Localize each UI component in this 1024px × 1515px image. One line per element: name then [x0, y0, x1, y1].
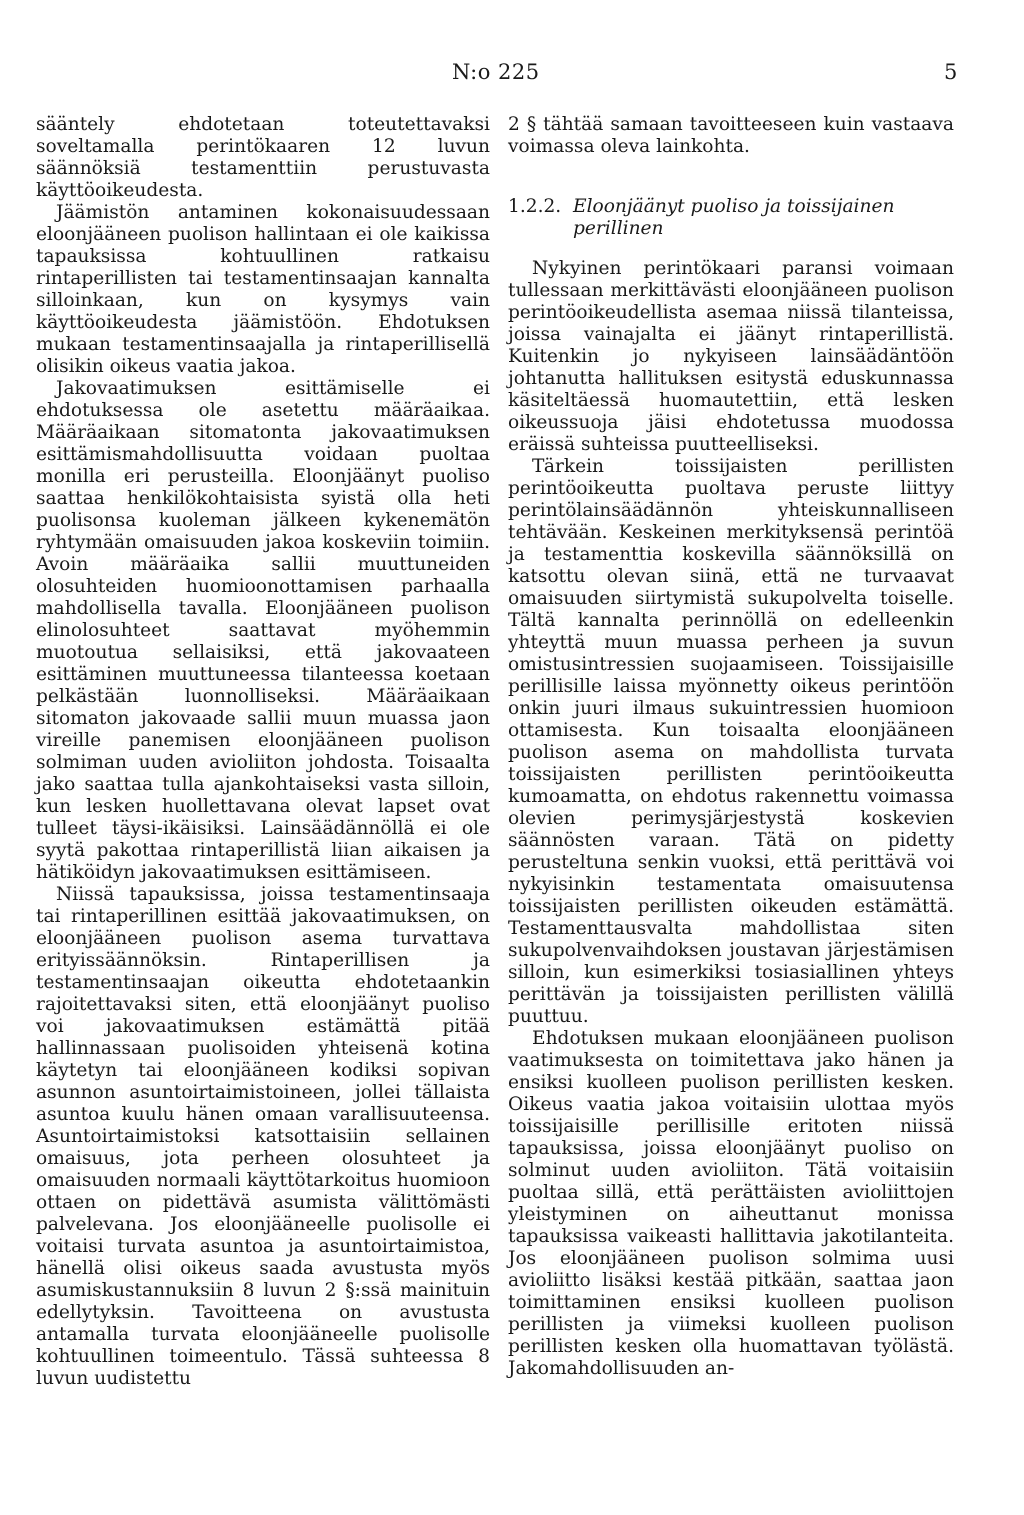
- section-heading: [508, 196, 954, 240]
- left-column: [36, 114, 490, 1390]
- paragraph: Jäämistön antaminen kokonaisuudessaan eloonjääneen puolison hallintaan ei ole kaikissa tapauksissa kohtuullinen ratkaisu rintaperillisten tai testamentinsaajan kannalta silloinkaan, kun on kysymys vain käyttöoikeudesta jäämistöön. Ehdotuksen mukaan testamentinsaajalla ja rintaperillisellä olisikin oikeus vaatia jakoa.: [36, 202, 490, 377]
- paragraph: sääntely ehdotetaan toteutettavaksi soveltamalla perintökaaren 12 luvun säännöksiä testamenttiin perustuvasta käyttöoikeudesta.: [36, 114, 490, 201]
- page-number: 5: [944, 60, 958, 84]
- paragraph: Jakovaatimuksen esittämiselle ei ehdotuksessa ole asetettu määräaikaa. Määräaikaan sitomatonta jakovaatimuksen esittämismahdollisuutta voidaan puoltaa monilla eri perusteilla. Eloonjäänyt puoliso saattaa henkilökohtaisista syistä olla heti puolisonsa kuoleman jälkeen kykenemätön ryhtymään omaisuuden jakoa koskeviin toimiin. Avoin määräaika sallii muuttuneiden olosuhteiden huomioonottamisen parhaalla mahdollisella tavalla. Eloonjääneen puolison elinolosuhteet saattavat myöhemmin muotoutua sellaisiksi, että jakovaateen esittäminen muuttuneessa tilanteessa koetaan pelkästään luonnolliseksi. Määräaikaan sitomaton jakovaade sallii muun muassa jaon vireille panemisen eloonjääneen puolison solmiman uuden avioliiton johdosta. Toisaalta jako saattaa tulla ajankohtaiseksi vasta silloin, kun lesken huollettavana olevat lapset ovat tulleet täysi-ikäisiksi. Lainsäädännöllä ei ole syytä pakottaa rintaperillistä liian aikaisen ja hätiköidyn jakovaatimuksen esittämiseen.: [36, 378, 490, 883]
- section-number: 1.2.2.: [508, 196, 562, 217]
- paragraph: Niissä tapauksissa, joissa testamentinsaaja tai rintaperillinen esittää jakovaatimuksen, on eloonjääneen puolison asema turvattava erityissäännöksin. Rintaperillisen ja testamentinsaajan oikeutta ehdotetaankin rajoitettavaksi siten, että eloonjäänyt puoliso voi jakovaatimuksen estämättä pitää hallinnassaan puolisoiden yhteisenä kotina käytetyn tai eloonjääneen kodiksi sopivan asunnon asuntoirtaimistoineen, jollei tällaista asuntoa kuulu hänen omaan varallisuuteensa. Asuntoirtaimistoksi katsottaisiin sellainen omaisuus, jota perheen olosuhteet ja omaisuuden normaali käyttötarkoitus huomioon ottaen on pidettävä asumista välittömästi palvelevana. Jos eloonjääneelle puolisolle ei voitaisi turvata asuntoa ja asuntoirtaimistoa, hänellä olisi oikeus saada avustusta myös asumiskustannuksiin 8 luvun 2 §:ssä mainituin edellytyksin. Tavoitteena on avustusta antamalla turvata eloonjääneelle puolisolle kohtuullinen toimeentulo. Tässä suhteessa 8 luvun uudistettu: [36, 884, 490, 1389]
- paragraph: Ehdotuksen mukaan eloonjääneen puolison vaatimuksesta on toimitettava jako hänen ja ensiksi kuolleen puolison perillisten kesken. Oikeus vaatia jakoa voitaisiin ulottaa myös toissijaisille perillisille eritoten niissä tapauksissa, joissa eloonjäänyt puoliso on solminut uuden avioliiton. Tätä voitaisiin puoltaa sillä, että perättäisten avioliittojen yleistyminen on aiheuttanut monissa tapauksissa vaikeasti hallittavia jakotilanteita. Jos eloonjääneen puolison solmima uusi avioliitto lisäksi kestää pitkään, saattaa jaon toimittaminen ensiksi kuolleen puolison perillisten ja viimeksi kuolleen puolison perillisten kesken olla huomattavan työlästä. Jakomahdollisuuden an-: [508, 1028, 954, 1379]
- document-number: N:o 225: [452, 60, 540, 84]
- right-column: [508, 114, 954, 1380]
- page-header: [0, 50, 1024, 90]
- section-title: Eloonjäänyt puoliso ja toissijainen perillinen: [573, 196, 895, 239]
- paragraph: Tärkein toissijaisten perillisten perintöoikeutta puoltava peruste liittyy perintölainsäädännön yhteiskunnalliseen tehtävään. Keskeinen merkityksensä perintöä ja testamenttia koskevilla säännöksillä on katsottu olevan siinä, että ne turvaavat omaisuuden siirtymistä sukupolvelta toiselle. Tältä kannalta perinnöllä on edelleenkin yhteyttä muun muassa perheen ja suvun omistusintressien suojaamiseen. Toissijaisille perillisille laissa myönnetty oikeus perintöön onkin juuri ilmaus sukuintressien huomioon ottamisesta. Kun toisaalta eloonjääneen puolison asema on mahdollista turvata toissijaisten perillisten perintöoikeutta kumoamatta, on ehdotus rakennettu voimassa olevien perimysjärjestystä koskevien säännösten varaan. Tätä on pidetty perusteltuna senkin vuoksi, että perittävä voi nykyisinkin testamentata omaisuutensa toissijaisten perillisten oikeuden estämättä. Testamenttausvalta mahdollistaa siten sukupolvenvaihdoksen joustavan järjestämisen silloin, kun esimerkiksi tosiasiallinen yhteys perittävän ja toissijaisten perillisten välillä puuttuu.: [508, 456, 954, 1027]
- paragraph: Nykyinen perintökaari paransi voimaan tullessaan merkittävästi eloonjääneen puolison perintöoikeudellista asemaa niissä tilanteissa, joissa vainajalta ei jäänyt rintaperillistä. Kuitenkin jo nykyiseen lainsäädäntöön johtanutta hallituksen esitystä eduskunnassa käsiteltäessä huomautettiin, että lesken oikeussuoja jäisi ehdotetussa muodossa eräissä suhteissa puutteelliseksi.: [508, 258, 954, 455]
- paragraph: 2 § tähtää samaan tavoitteeseen kuin vastaava voimassa oleva lainkohta.: [508, 114, 954, 157]
